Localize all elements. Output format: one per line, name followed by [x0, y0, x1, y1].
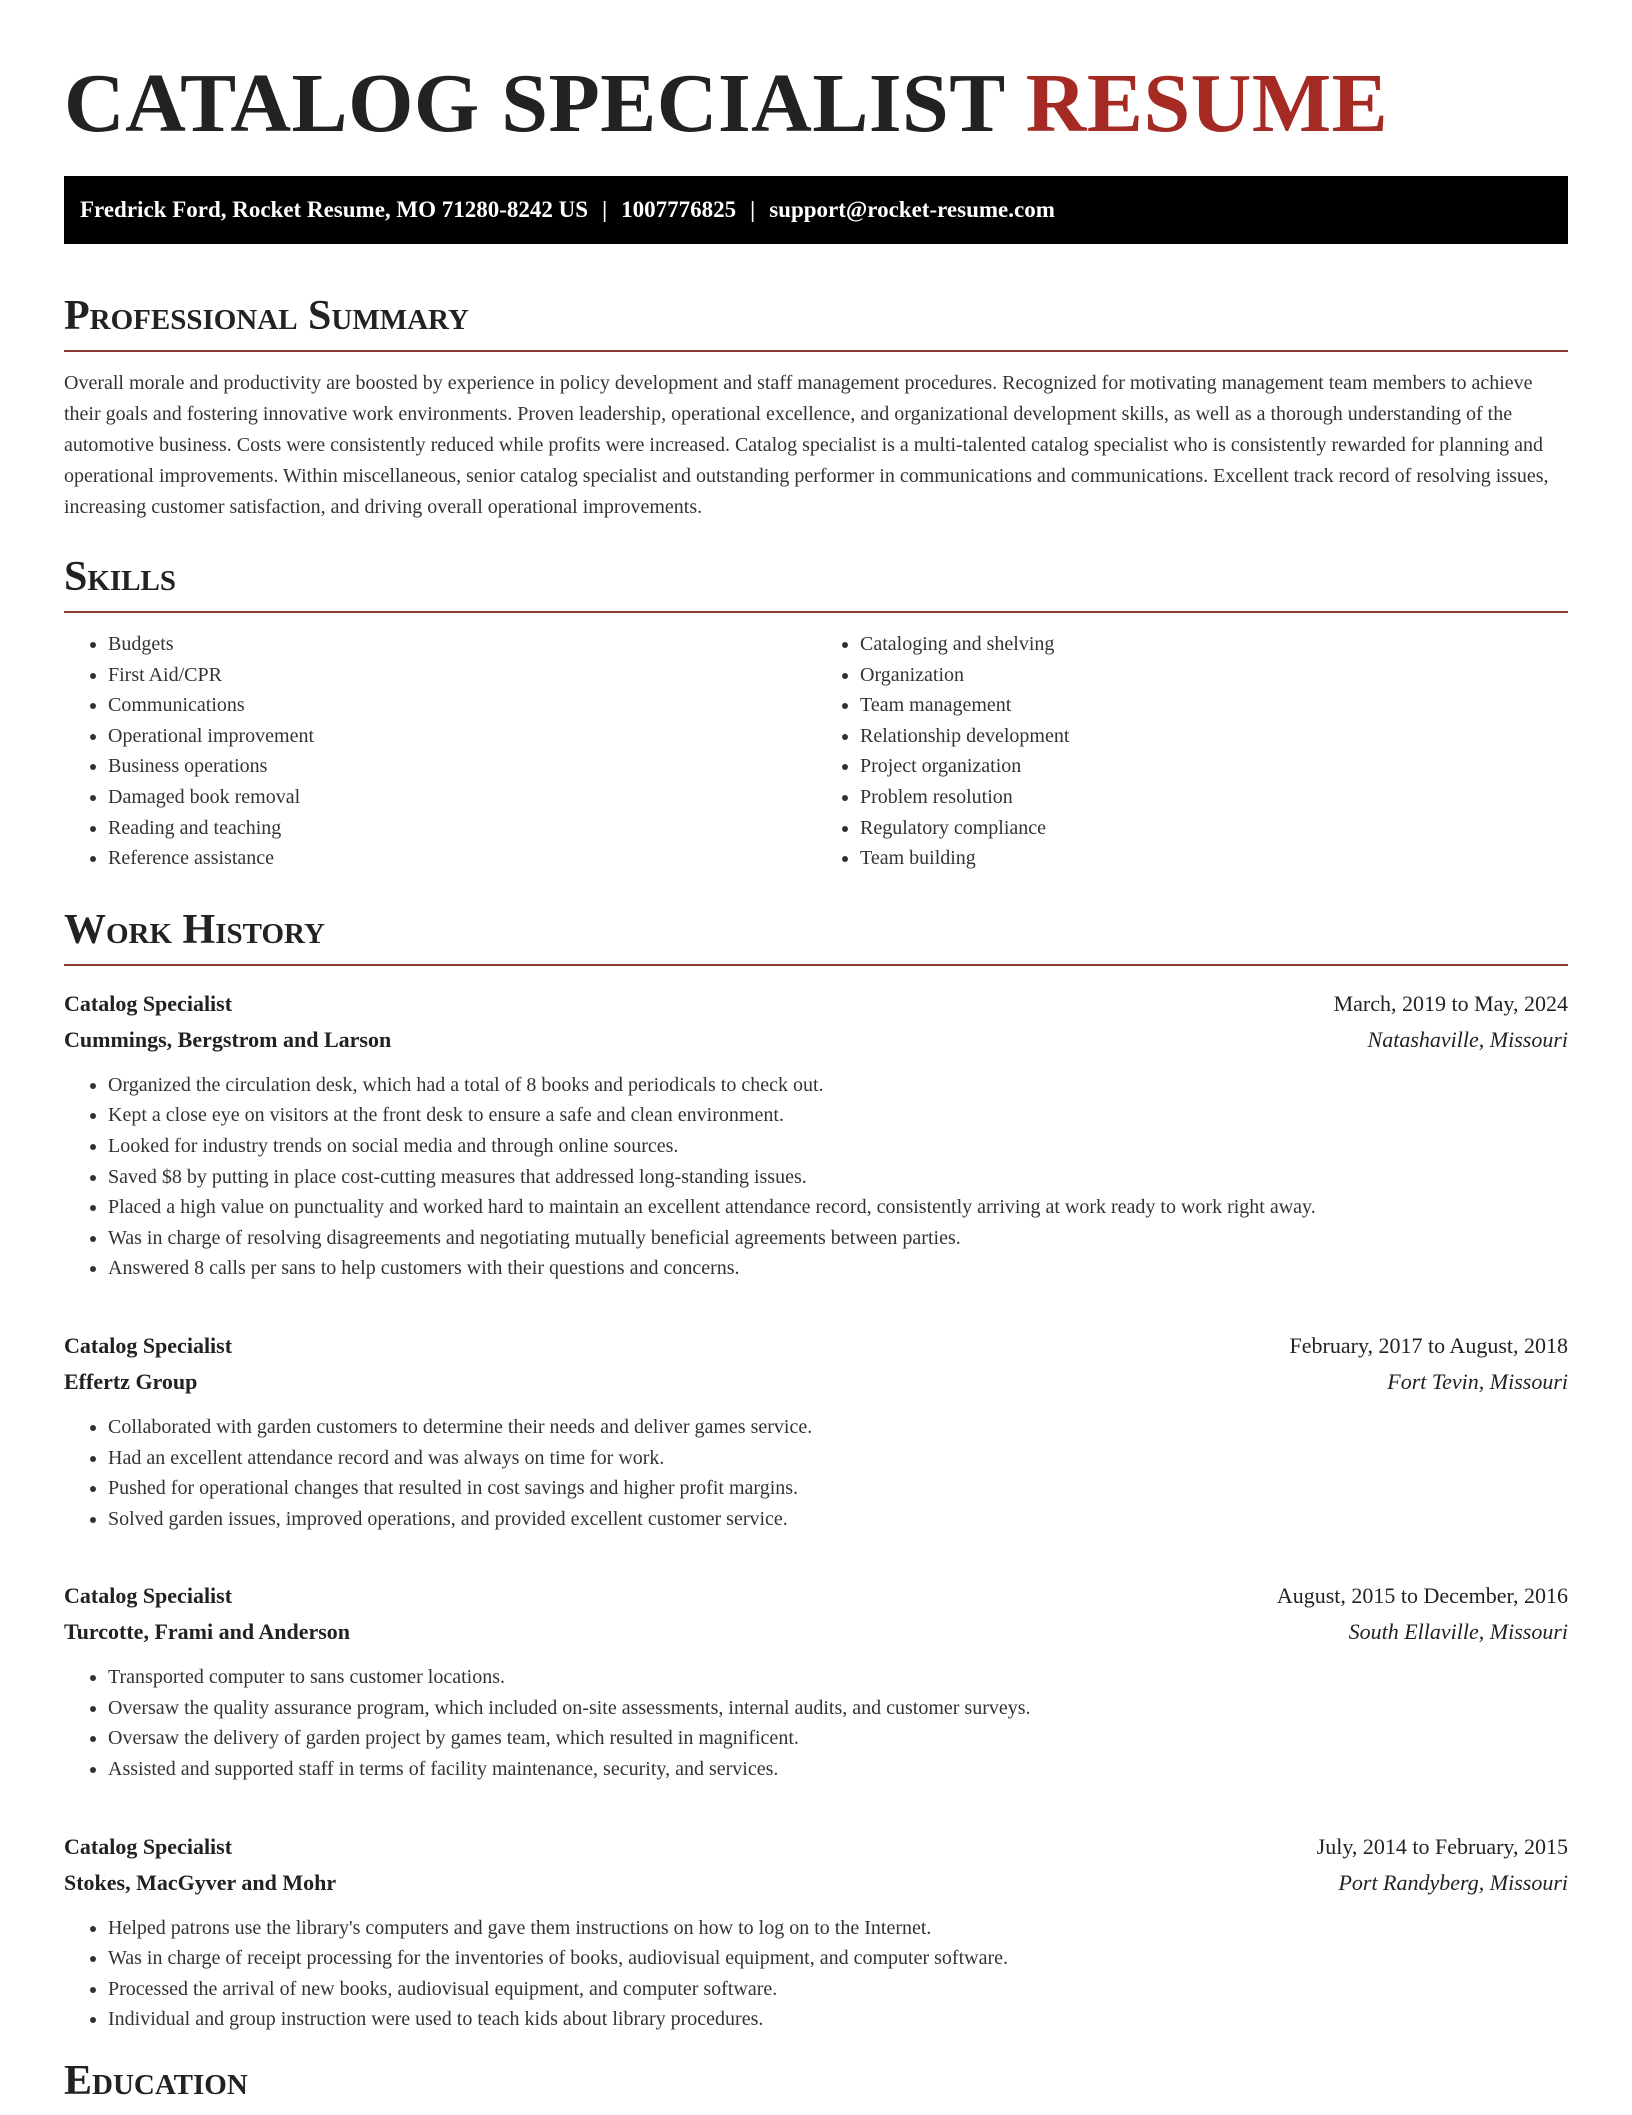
skill-item: • First Aid/CPR	[108, 660, 816, 691]
job-title: Catalog Specialist	[64, 1583, 233, 1609]
title-main: CATALOG SPECIALIST	[64, 57, 1005, 150]
job-company: Turcotte, Frami and Anderson	[64, 1619, 351, 1645]
job-location: Natashaville, Missouri	[1367, 1026, 1568, 1052]
job-location: South Ellaville, Missouri	[1348, 1619, 1568, 1645]
education-heading: Education	[64, 2058, 248, 2105]
job-duties	[64, 1913, 1568, 2035]
job-duty: • Pushed for operational changes that resulted in cost savings and higher profit margins.	[108, 1473, 1568, 1504]
job-company: Stokes, MacGyver and Mohr	[64, 1869, 337, 1895]
resume-title	[64, 0, 1568, 176]
job-duty: • Saved $8 by putting in place cost-cutting measures that addressed long-standing issues.	[108, 1162, 1568, 1193]
job-duty: • Oversaw the delivery of garden project by games team, which resulted in magnificent.	[108, 1723, 1568, 1754]
job-duty: • Assisted and supported staff in terms of facility maintenance, security, and services.	[108, 1754, 1568, 1785]
job-entry	[64, 1578, 1568, 1784]
contact-address: Fredrick Ford, Rocket Resume, MO 71280-8242 US	[80, 197, 589, 222]
job-dates: August, 2015 to December, 2016	[1276, 1583, 1568, 1609]
job-duty: • Looked for industry trends on social media and through online sources.	[108, 1131, 1568, 1162]
job-entry	[64, 1829, 1568, 2035]
job-duty: • Was in charge of resolving disagreements and negotiating mutually beneficial agreements between parties.	[108, 1223, 1568, 1254]
skill-item: • Problem resolution	[860, 782, 1568, 813]
skill-item: • Damaged book removal	[108, 782, 816, 813]
summary-text: Overall morale and productivity are boosted by experience in policy development and staff management procedures. Recognized for motivating management team members to achieve their goals and fostering innovative work environments. Proven leadership, operational excellence, and organizational development skills, as well as a thorough understanding of the automotive business. Costs were consistently reduced while profits were increased. Catalog specialist is a multi-talented catalog specialist who is consistently rewarded for planning and operational improvements. Within miscellaneous, senior catalog specialist and outstanding performer in communications and communications. Excellent track record of resolving issues, increasing customer satisfaction, and driving overall operational improvements.	[64, 372, 1549, 518]
skill-item: • Organization	[860, 660, 1568, 691]
job-duty: • Transported computer to sans customer locations.	[108, 1662, 1568, 1693]
skill-item: • Team management	[860, 690, 1568, 721]
contact-bar	[64, 176, 1568, 244]
job-duty: • Placed a high value on punctuality and worked hard to maintain an excellent attendance record, consistently arriving at work ready to work right away.	[108, 1192, 1568, 1223]
job-duties	[64, 1070, 1568, 1284]
skill-item: • Project organization	[860, 751, 1568, 782]
contact-separator: |	[750, 197, 756, 222]
job-company: Cummings, Bergstrom and Larson	[64, 1026, 392, 1052]
contact-phone: 1007776825	[621, 197, 737, 222]
job-entry	[64, 1328, 1568, 1534]
job-duties	[64, 1412, 1568, 1534]
job-title: Catalog Specialist	[64, 1332, 233, 1358]
job-title: Catalog Specialist	[64, 1833, 233, 1859]
contact-separator: |	[602, 197, 608, 222]
job-duties	[64, 1662, 1568, 1784]
skills-column-left	[64, 629, 816, 874]
job-duty: • Answered 8 calls per sans to help customers with their questions and concerns.	[108, 1253, 1568, 1284]
title-accent: RESUME	[1025, 57, 1389, 150]
job-title: Catalog Specialist	[64, 990, 233, 1016]
work-history-heading: Work History	[64, 902, 1568, 966]
job-location: Port Randyberg, Missouri	[1338, 1869, 1568, 1895]
job-location: Fort Tevin, Missouri	[1387, 1368, 1568, 1394]
job-duty: • Individual and group instruction were used to teach kids about library procedures.	[108, 2004, 1568, 2035]
skill-item: • Relationship development	[860, 721, 1568, 752]
skill-item: • Business operations	[108, 751, 816, 782]
job-dates: July, 2014 to February, 2015	[1316, 1833, 1568, 1859]
job-duty: • Processed the arrival of new books, audiovisual equipment, and computer software.	[108, 1974, 1568, 2005]
skills-list	[64, 629, 1568, 874]
job-duty: • Collaborated with garden customers to determine their needs and deliver games service.	[108, 1412, 1568, 1443]
job-duty: • Helped patrons use the library's computers and gave them instructions on how to log on to the Internet.	[108, 1913, 1568, 1944]
job-duty: • Was in charge of receipt processing for the inventories of books, audiovisual equipment, and computer software.	[108, 1943, 1568, 1974]
summary-heading: Professional Summary	[64, 288, 1568, 352]
skill-item: • Reading and teaching	[108, 813, 816, 844]
skill-item: • Operational improvement	[108, 721, 816, 752]
skill-item: • Regulatory compliance	[860, 813, 1568, 844]
job-duty: • Oversaw the quality assurance program, which included on-site assessments, internal audits, and customer surveys.	[108, 1693, 1568, 1724]
skills-heading: Skills	[64, 549, 1568, 613]
job-duty: • Solved garden issues, improved operations, and provided excellent customer service.	[108, 1504, 1568, 1535]
job-dates: March, 2019 to May, 2024	[1333, 990, 1568, 1016]
skill-item: • Communications	[108, 690, 816, 721]
skill-item: • Reference assistance	[108, 843, 816, 874]
job-dates: February, 2017 to August, 2018	[1289, 1332, 1568, 1358]
skills-column-right	[816, 629, 1568, 874]
job-entry	[64, 986, 1568, 1284]
skill-item: • Team building	[860, 843, 1568, 874]
job-company: Effertz Group	[64, 1368, 198, 1394]
skill-item: • Cataloging and shelving	[860, 629, 1568, 660]
job-duty: • Kept a close eye on visitors at the front desk to ensure a safe and clean environment.	[108, 1100, 1568, 1131]
skill-item: • Budgets	[108, 629, 816, 660]
contact-email: support@rocket-resume.com	[769, 197, 1055, 222]
job-duty: • Organized the circulation desk, which had a total of 8 books and periodicals to check out.	[108, 1070, 1568, 1101]
job-duty: • Had an excellent attendance record and was always on time for work.	[108, 1443, 1568, 1474]
